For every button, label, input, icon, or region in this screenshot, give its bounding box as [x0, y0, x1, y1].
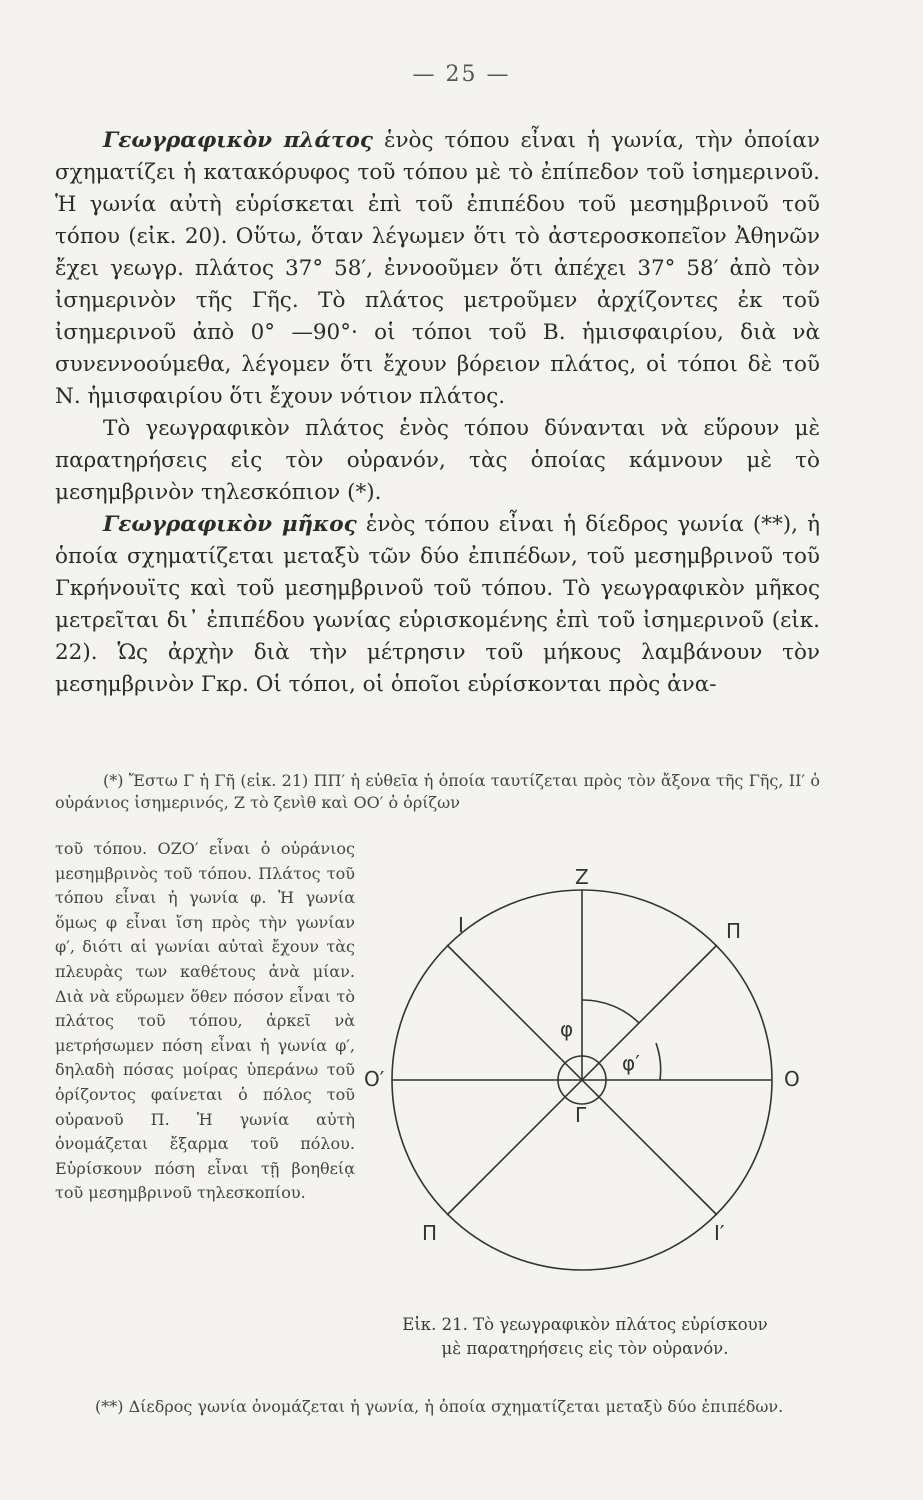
label-phi: φ	[560, 1017, 574, 1041]
main-text	[55, 125, 820, 701]
angle-phi-arc	[582, 1000, 639, 1023]
term-longitude: Γεωγραφικὸν μῆκος	[103, 512, 357, 537]
figure-celestial-sphere	[360, 860, 820, 1300]
label-Z: Z	[575, 865, 589, 889]
figure-caption	[355, 1313, 815, 1361]
footnote-1-head: (*) Ἔστω Γ ἡ Γῆ (εἰκ. 21) ΠΠ′ ἡ εὐθεῖα ἡ ὁποία ταυτίζεται πρὸς τὸν ἄξονα τῆς Γῆς, ΙΙ′ ὁ οὐράνιος ἰσημερινός, Ζ τὸ ζενὶθ καὶ ΟΟ′ ὁ ὁρίζων	[55, 771, 820, 812]
label-G: Γ	[575, 1103, 587, 1127]
label-I: I	[458, 913, 464, 937]
angle-phi-prime-arc	[656, 1043, 661, 1080]
label-P: Π	[726, 919, 742, 943]
label-phi-prime: φ′	[622, 1051, 640, 1075]
footnote-1-column: τοῦ τόπου. ΟΖΟ′ εἶναι ὁ οὐράνιος μεσημβρινὸς τοῦ τόπου. Πλάτος τοῦ τόπου εἶναι ἡ γωνία φ. Ἡ γωνία ὅμως φ εἶναι ἴση πρὸς τὴν γωνίαν φ′, διότι αἱ γωνίαι αὐταὶ ἔχουν τὰς πλευρὰς των καθέτους ἀνὰ μίαν. Διὰ νὰ εὕρωμεν ὅθεν πόσον εἶναι τὸ πλάτος τοῦ τόπου, ἀρκεῖ νὰ μετρήσωμεν πόση εἶναι ἡ γωνία φ′, δηλαδὴ πόσας μοίρας ὑπεράνω τοῦ ὁρίζοντος φαίνεται ὁ πόλος τοῦ οὐρανοῦ Π. Ἡ γωνία αὐτὴ ὀνομάζεται ἔξαρμα τοῦ πόλου. Εὑρίσκουν πόση εἶναι τῇ βοηθείᾳ τοῦ μεσημβρινοῦ τηλεσκοπίου.	[55, 839, 355, 1203]
paragraph-longitude	[55, 509, 820, 701]
label-I-prime: I′	[714, 1221, 725, 1245]
label-O: O	[784, 1067, 800, 1091]
caption-line-2: μὲ παρατηρήσεις εἰς τὸν οὐρανόν.	[441, 1339, 729, 1358]
label-O-prime: O′	[364, 1067, 385, 1091]
paragraph-longitude-text: ἑνὸς τόπου εἶναι ἡ δίεδρος γωνία (**), ἡ ὁποία σχηματίζεται μεταξὺ τῶν δύο ἐπιπέδων, τοῦ μεσημβρινοῦ τοῦ Γκρήνουϊτς καὶ τοῦ μεσημβρινοῦ τοῦ τόπου. Τὸ γεωγραφικὸν μῆκος μετρεῖται δι᾽ ἐπιπέδου γωνίας εὑρισκομένης ἐπὶ τοῦ ἰσημερινοῦ (εἰκ. 22). Ὡς ἀρχὴν διὰ τὴν μέτρησιν τοῦ μήκους λαμβάνουν τὸν μεσημβρινὸν Γκρ. Οἱ τόποι, οἱ ὁποῖοι εὑρίσκονται πρὸς ἀνα-	[55, 512, 820, 697]
paragraph-latitude	[55, 125, 820, 413]
footnote-2: (**) Δίεδρος γωνία ὀνομάζεται ἡ γωνία, ἡ ὁποία σχηματίζεται μεταξὺ δύο ἐπιπέδων.	[95, 1397, 784, 1416]
caption-line-1: Εἰκ. 21. Τὸ γεωγραφικὸν πλάτος εὑρίσκουν	[402, 1315, 768, 1334]
paragraph-latitude-text: ἑνὸς τόπου εἶναι ἡ γωνία, τὴν ὁποίαν σχηματίζει ἡ κατακόρυφος τοῦ τόπου μὲ τὸ ἐπίπεδον τοῦ ἰσημερινοῦ. Ἡ γωνία αὐτὴ εὑρίσκεται ἐπὶ τοῦ ἐπιπέδου τοῦ μεσημβρινοῦ τοῦ τόπου (εἰκ. 20). Οὕτω, ὅταν λέγωμεν ὅτι τὸ ἀστεροσκοπεῖον Ἀθηνῶν ἔχει γεωγρ. πλάτος 37° 58′, ἐννοοῦμεν ὅτι ἀπέχει 37° 58′ ἀπὸ τὸν ἰσημερινὸν τῆς Γῆς. Τὸ πλάτος μετροῦμεν ἀρχίζοντες ἐκ τοῦ ἰσημερινοῦ ἀπὸ 0° —90°· οἱ τόποι τοῦ Β. ἡμισφαιρίου, διὰ νὰ συνεννοούμεθα, λέγομεν ὅτι ἔχουν βόρειον πλάτος, οἱ τόποι δὲ τοῦ Ν. ἡμισφαιρίου ὅτι ἔχουν νότιον πλάτος.	[55, 128, 820, 409]
paragraph-latitude-measure: Τὸ γεωγραφικὸν πλάτος ἑνὸς τόπου δύνανται νὰ εὕρουν μὲ παρατηρήσεις εἰς τὸν οὐρανόν, τὰς ὁποίας κάμνουν μὲ τὸ μεσημβρινὸν τηλεσκόπιον (*).	[55, 416, 820, 505]
page-number: — 25 —	[412, 62, 511, 87]
label-P-bottom: Π	[422, 1221, 438, 1245]
term-latitude: Γεωγραφικὸν πλάτος	[103, 128, 373, 153]
